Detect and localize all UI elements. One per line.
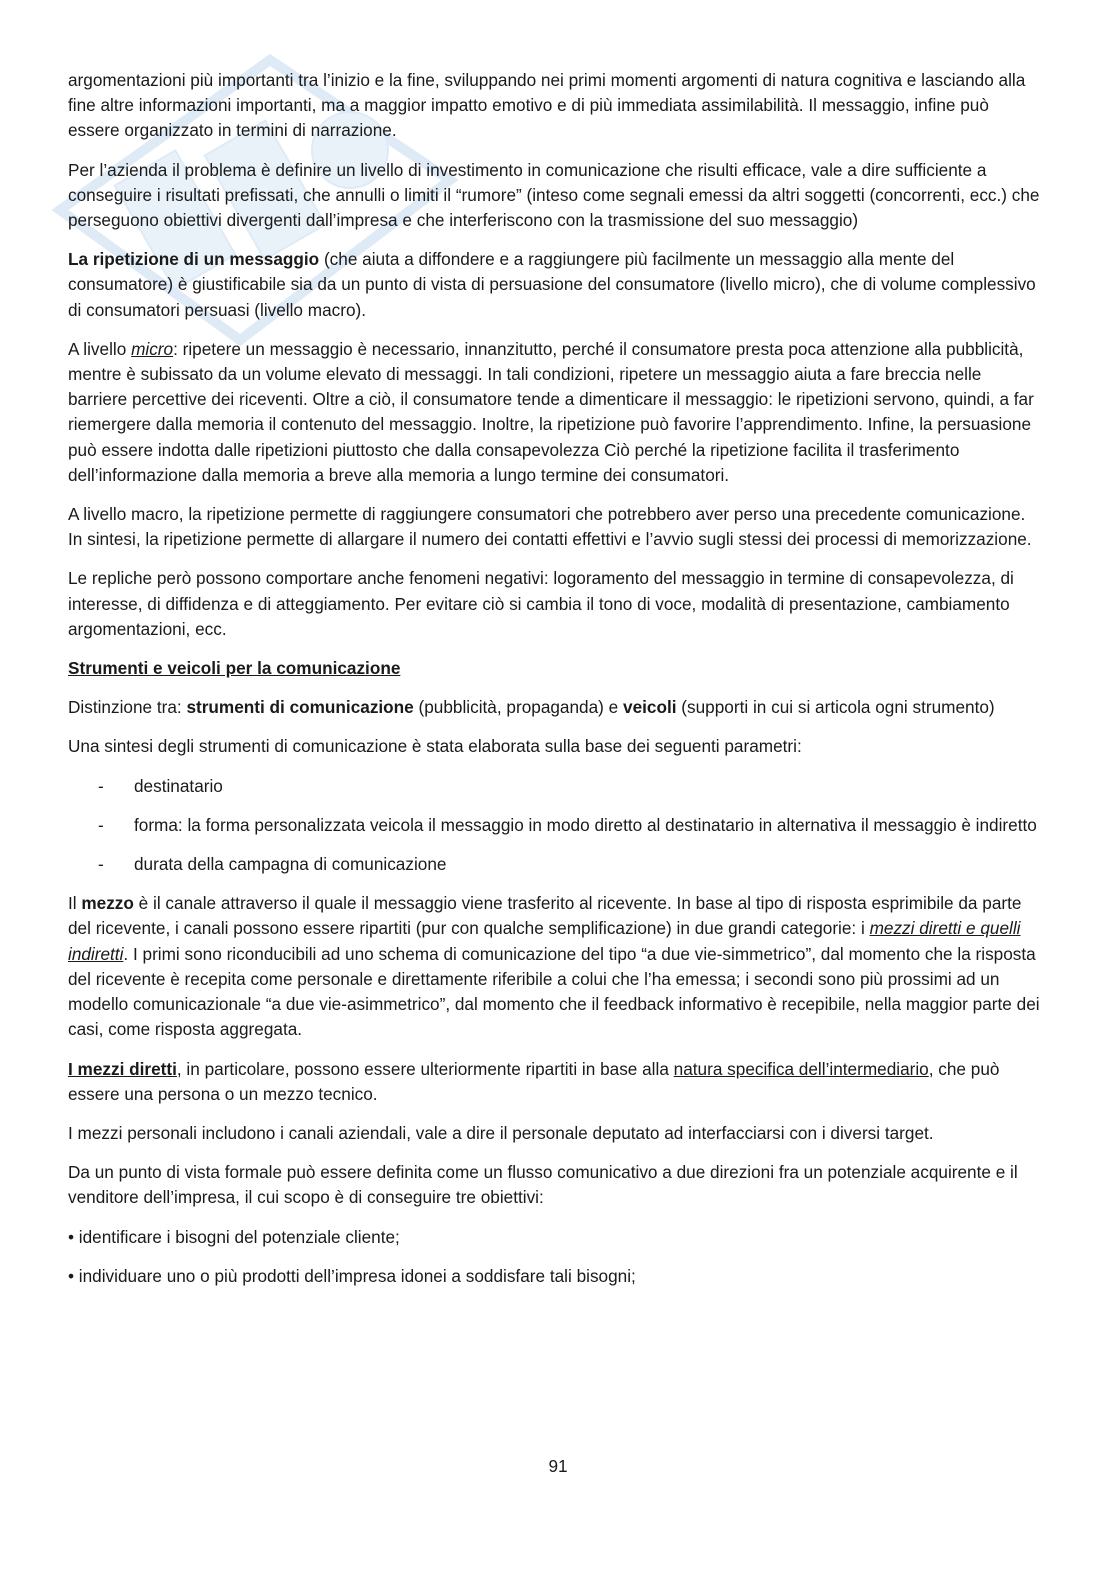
paragraph-micro — [68, 337, 1044, 488]
list-item — [68, 813, 1044, 838]
text-micro-pre: A livello — [68, 338, 132, 359]
list-item-text: durata della campagna di comunicazione — [134, 854, 447, 875]
dash-marker: - — [98, 854, 104, 875]
list-item-text: destinatario — [134, 775, 223, 796]
paragraph-sintesi: Una sintesi degli strumenti di comunicazione è stata elaborata sulla base dei seguenti parametri: — [68, 736, 802, 757]
text-mezzi-diretti-rest: , che può essere una persona o un mezzo tecnico. — [68, 1058, 1000, 1104]
bold-mezzo: mezzo — [81, 893, 134, 914]
list-item — [68, 852, 1044, 877]
text-mezzi-diretti-mid: , in particolare, possono essere ulteriormente ripartiti in base alla — [176, 1058, 674, 1079]
paragraph-formale: Da un punto di vista formale può essere definita come un flusso comunicativo a due direzioni fra un potenziale acquirente e il venditore dell’impresa, il cui scopo è di conseguire tre obiettivi: — [68, 1162, 1018, 1208]
text-ripetizione: (che aiuta a diffondere e a raggiungere più facilmente un messaggio alla mente del consumatore) è giustificabile sia da un punto di vista di persuasione del consumatore (livello micro), che di volume complessivo di consumatori persuasi (livello macro). — [68, 249, 1036, 320]
page-number: 91 — [548, 1456, 568, 1476]
text-mezzo-rest: . I primi sono riconducibili ad uno schema di comunicazione del tipo “a due vie-simmetrico”, dal momento che la risposta del ricevente è recepita come personale e direttamente riferibile a colui che l’ha emessa; i secondi sono più prossimi ad un modello comunicazionale “a due vie-asimmetrico”, dal momento che il feedback informativo è recepibile, nella maggior parte dei casi, come risposta aggregata. — [68, 943, 1040, 1040]
paragraph-ripetizione — [68, 247, 1044, 323]
paragraph-2: Per l’azienda il problema è definire un livello di investimento in comunicazione che risulti efficace, vale a dire sufficiente a conseguire i risultati prefissati, che annulli o limiti il “rumore” (inteso come segnali emessi da altri soggetti (concorrenti, ecc.) che perseguono obiettivi divergenti dall’impresa e che interferiscono con la trasmissione del suo messaggio) — [68, 159, 1040, 231]
paragraph-1: argomentazioni più importanti tra l’inizio e la fine, sviluppando nei primi momenti argomenti di natura cognitiva e lasciando alla fine altre informazioni importanti, ma a maggior impatto emotivo e di più immediata assimilabilità. Il messaggio, infine può essere organizzato in termini di narrazione. — [68, 70, 1026, 141]
paragraph-repliche: Le repliche però possono comportare anche fenomeni negativi: logoramento del messaggio in termine di consapevolezza, di interesse, di diffidenza e di atteggiamento. Per evitare ciò si cambia il tono di voce, modalità di presentazione, cambiamento argomentazioni, ecc. — [68, 568, 1014, 639]
dash-marker: - — [98, 814, 104, 835]
bold-ripetizione: La ripetizione di un messaggio — [68, 249, 320, 270]
document-page — [68, 68, 1044, 1303]
text-micro-rest: : ripetere un messaggio è necessario, innanzitutto, perché il consumatore presta poca attenzione alla pubblicità, mentre è subissato da un volume elevato di messaggi. In tali condizioni, ripetere un messaggio aiuta a fare breccia nelle barriere percettive dei riceventi. Oltre a ciò, il consumatore tende a dimenticare il messaggio: le ripetizioni servono, quindi, a far riemergere dalla memoria il contenuto del messaggio. Inoltre, la ripetizione può favorire l’apprendimento. Infine, la persuasione può essere indotta dalle ripetizioni piuttosto che dalla consapevolezza Ciò perché la ripetizione facilita il trasferimento dell’informazione dalla memoria a breve alla memoria a lungo termine dei consumatori. — [68, 338, 1034, 485]
underline-intermediario: natura specifica dell’intermediario — [673, 1058, 929, 1079]
bullet-item: • identificare i bisogni del potenziale cliente; — [68, 1226, 400, 1247]
text-distinzione-pre: Distinzione tra: — [68, 697, 187, 718]
list-item-text: forma: la forma personalizzata veicola il messaggio in modo diretto al destinatario in alternativa il messaggio è indiretto — [134, 814, 1037, 835]
bullet-item: • individuare uno o più prodotti dell’impresa idonei a soddisfare tali bisogni; — [68, 1265, 636, 1286]
parameter-list — [68, 774, 1044, 878]
dash-marker: - — [98, 775, 104, 796]
paragraph-macro: A livello macro, la ripetizione permette di raggiungere consumatori che potrebbero aver perso una precedente comunicazione. In sintesi, la ripetizione permette di allargare il numero dei contatti effettivi e l’avvio sugli stessi dei processi di memorizzazione. — [68, 504, 1032, 550]
text-mezzo-pre: Il — [68, 893, 82, 914]
bold-veicoli: veicoli — [623, 697, 677, 718]
paragraph-mezzo — [68, 891, 1044, 1042]
paragraph-mezzi-diretti — [68, 1057, 1044, 1107]
bold-mezzi-diretti: I mezzi diretti — [68, 1058, 177, 1079]
emphasis-mezzi: mezzi diretti e quelli indiretti — [68, 918, 1021, 964]
bold-strumenti: strumenti di comunicazione — [186, 697, 414, 718]
paragraph-distinzione — [68, 695, 1044, 720]
text-mezzo-mid: è il canale attraverso il quale il messaggio viene trasferito al ricevente. In base al tipo di risposta esprimibile da parte del ricevente, i canali possono essere ripartiti (pur con qualche semplificazione) in due grandi categorie: i — [68, 893, 1022, 939]
section-heading-text: Strumenti e veicoli per la comunicazione — [68, 658, 401, 679]
text-distinzione-mid: (pubblicità, propaganda) e — [413, 697, 624, 718]
text-distinzione-rest: (supporti in cui si articola ogni strumento) — [676, 697, 995, 718]
emphasis-micro: micro — [131, 338, 174, 359]
paragraph-mezzi-personali: I mezzi personali includono i canali aziendali, vale a dire il personale deputato ad interfacciarsi con i diversi target. — [68, 1122, 934, 1143]
section-heading — [68, 656, 1044, 681]
list-item — [68, 774, 1044, 799]
